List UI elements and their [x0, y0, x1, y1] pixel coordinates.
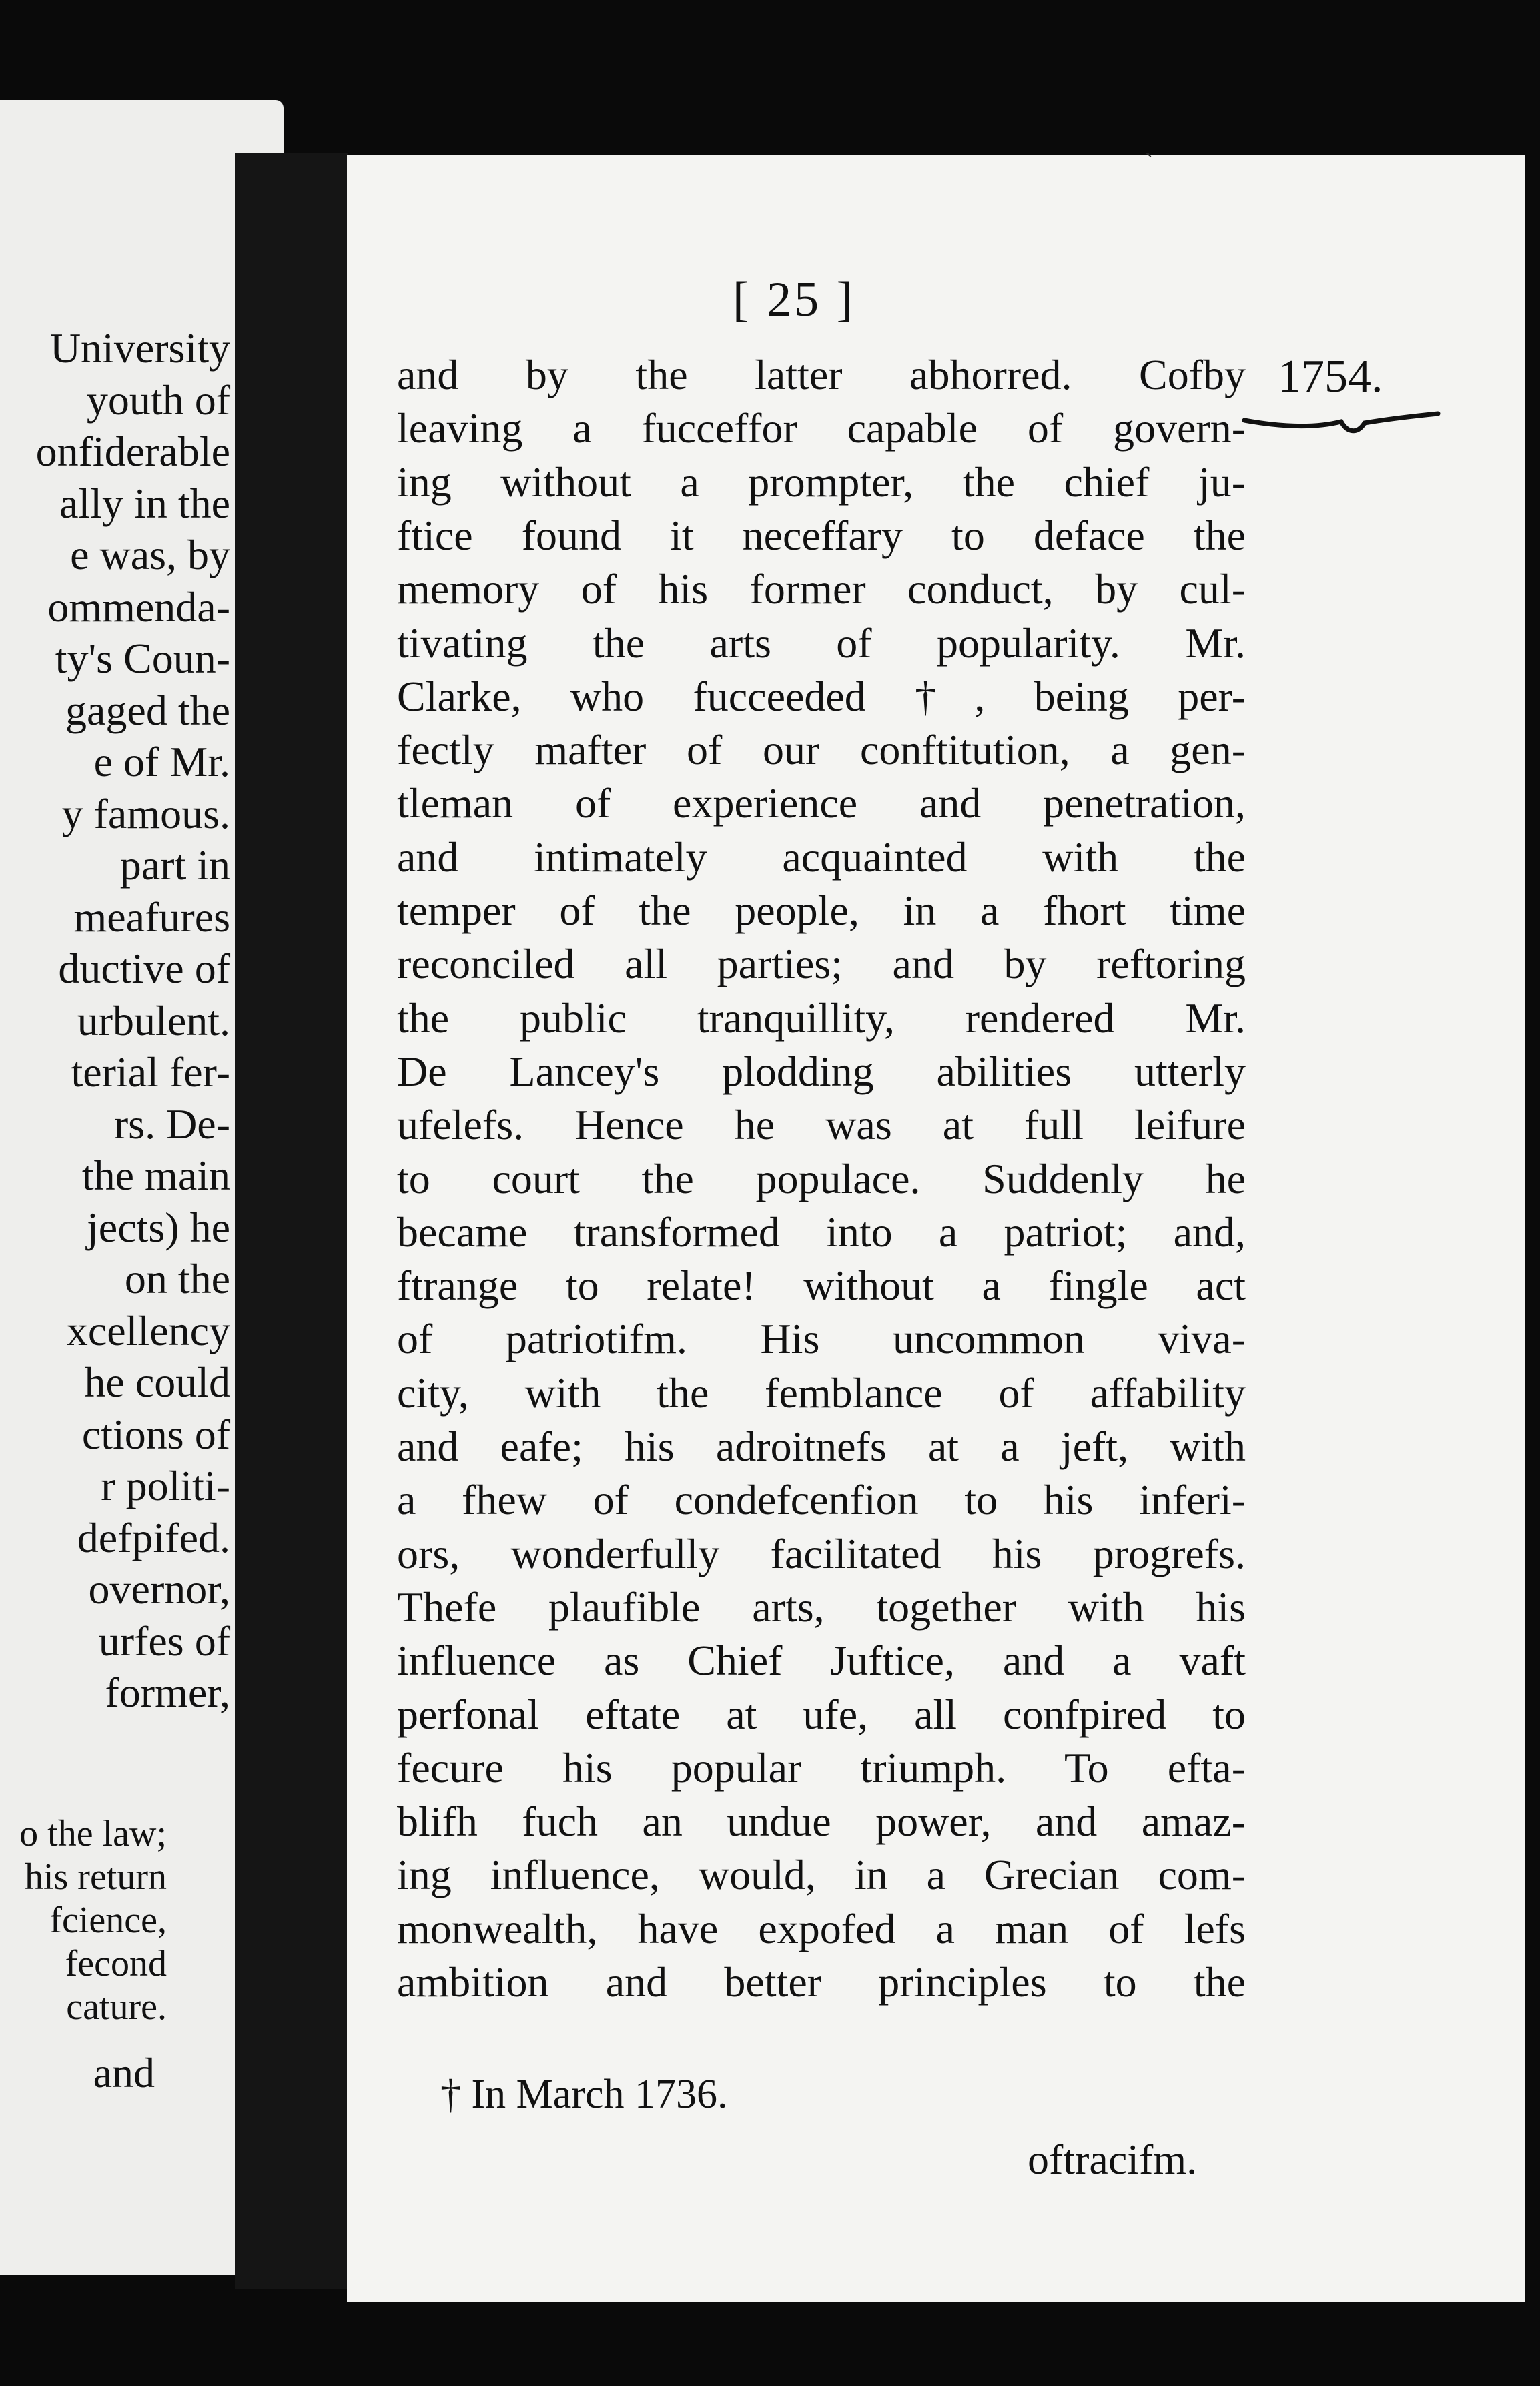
margin-year: 1754. — [1278, 351, 1383, 402]
left-page-line: ty's Coun- — [55, 635, 230, 682]
left-page-line: xcellency — [66, 1306, 230, 1354]
left-page-line: youth of — [86, 376, 230, 424]
body-text-line: of patriotifm. His uncommon viva- — [397, 1315, 1246, 1363]
body-text-line: Clarke, who fucceeded †, being per- — [397, 672, 1246, 720]
left-page-line: onfiderable — [35, 428, 230, 475]
left-page-line: part in — [119, 841, 230, 889]
left-page-line: e was, by — [70, 531, 230, 578]
body-text-line: and by the latter abhorred. Cofby — [397, 351, 1246, 398]
body-text-line: fectly mafter of our conftitution, a gen- — [397, 726, 1246, 774]
left-page-footnote-line: cature. — [66, 1986, 167, 2028]
body-text-line: ftice found it neceffary to deface the — [397, 511, 1246, 559]
body-text-line: a fhew of condefcenfion to his inferi- — [397, 1476, 1246, 1524]
body-text-line: ufelefs. Hence he was at full leifure — [397, 1101, 1246, 1149]
left-page-line: on the — [124, 1255, 230, 1302]
body-text-line: monwealth, have expofed a man of lefs — [397, 1904, 1246, 1952]
body-text-line: perfonal eftate at ufe, all confpired to — [397, 1690, 1246, 1738]
left-page-line: he could — [84, 1358, 230, 1406]
left-page-line: y famous. — [61, 789, 230, 837]
left-page-line: meafures — [73, 893, 230, 941]
left-page-line: rs. De- — [113, 1100, 230, 1148]
left-page-line: defpifed. — [77, 1513, 230, 1561]
body-text-line: and intimately acquainted with the — [397, 833, 1246, 881]
page-number: [ 25 ] — [733, 272, 856, 327]
body-text-line: city, with the femblance of affability — [397, 1368, 1246, 1417]
left-page-footnote-line: fecond — [65, 1943, 167, 1984]
footnote: † In March 1736. — [440, 2072, 728, 2117]
left-page-catchword: and — [93, 2049, 155, 2096]
body-text-line: blifh fuch an undue power, and amaz- — [397, 1798, 1246, 1846]
body-text-line: tleman of experience and penetration, — [397, 779, 1246, 827]
body-text-line: temper of the people, in a fhort time — [397, 887, 1246, 934]
body-text-line: and eafe; his adroitnefs at a jeft, with — [397, 1423, 1246, 1470]
body-text-line: ambition and better principles to the — [397, 1958, 1246, 2006]
body-text-line: reconciled all parties; and by reftoring — [397, 940, 1246, 988]
body-text-line: Thefe plaufible arts, together with his — [397, 1583, 1246, 1631]
body-text-line: leaving a fucceffor capable of govern- — [397, 404, 1246, 452]
left-page-line: jects) he — [87, 1203, 230, 1251]
body-text-line: to court the populace. Suddenly he — [397, 1154, 1246, 1202]
body-text-line: the public tranquillity, rendered Mr. — [397, 993, 1246, 1042]
left-page-line: e of Mr. — [93, 738, 230, 785]
left-page-line: the main — [81, 1152, 230, 1199]
left-page-line: terial fer- — [71, 1048, 230, 1096]
body-text-line: ftrange to relate! without a fingle act — [397, 1262, 1246, 1310]
body-text-line: ing influence, would, in a Grecian com- — [397, 1851, 1246, 1899]
body-text-line: ing without a prompter, the chief ju- — [397, 458, 1246, 506]
left-page-line: ommenda- — [47, 582, 230, 631]
left-page-line: urfes of — [98, 1617, 230, 1665]
left-page-line: r politi- — [101, 1462, 230, 1509]
body-text-line: De Lancey's plodding abilities utterly — [397, 1047, 1246, 1095]
left-page-footnote-line: fcience, — [49, 1900, 167, 1941]
left-page-line: ctions of — [81, 1410, 230, 1458]
body-text-line: influence as Chief Juftice, and a vaft — [397, 1637, 1246, 1685]
margin-flourish — [1241, 407, 1441, 440]
book-gutter — [235, 153, 348, 2289]
body-text-line: fecure his popular triumph. To efta- — [397, 1743, 1246, 1792]
body-text-line: became transformed into a patriot; and, — [397, 1208, 1246, 1256]
catchword: oftracifm. — [1028, 2136, 1198, 2183]
left-page-line: ductive of — [58, 945, 230, 992]
body-text-line: tivating the arts of popularity. Mr. — [397, 619, 1246, 667]
left-page-line: University — [49, 324, 230, 372]
body-text-line: ors, wonderfully facilitated his progrefs. — [397, 1529, 1246, 1577]
left-page-line: overnor, — [88, 1565, 230, 1613]
left-page-line: former, — [105, 1669, 230, 1716]
left-page-line: ally in the — [59, 479, 230, 527]
left-page-footnote-line: o the law; — [19, 1813, 167, 1854]
body-text-line: memory of his former conduct, by cul- — [397, 565, 1246, 613]
left-page-line: urbulent. — [77, 996, 230, 1044]
left-page-line: gaged the — [65, 686, 230, 734]
left-page-footnote-line: his return — [24, 1856, 167, 1898]
tick-mark: ˏ — [1144, 127, 1154, 157]
